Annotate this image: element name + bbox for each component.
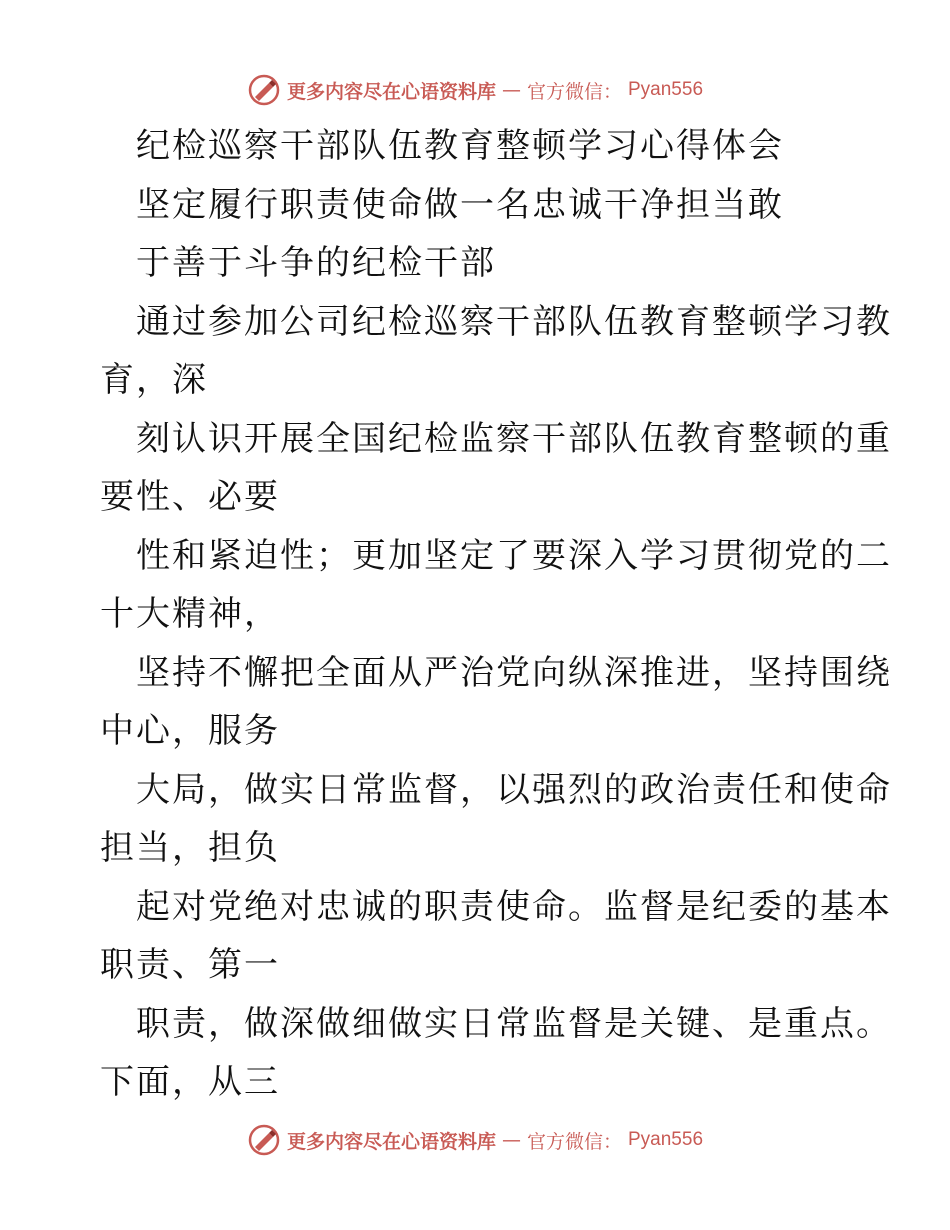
footer-banner	[0, 1120, 950, 1160]
paragraph-line: 职责、第一	[100, 945, 280, 985]
paragraph-line: 职责，做深做细做实日常监督是关键、是重点。	[136, 1004, 892, 1044]
paragraph-line: 下面，从三	[100, 1062, 280, 1102]
banner-wechat-handle: Pyan556	[628, 1129, 704, 1150]
paragraph-line: 中心，服务	[100, 711, 280, 751]
title-line: 纪检巡察干部队伍教育整顿学习心得体会	[136, 126, 784, 166]
banner-separator: —	[501, 79, 521, 101]
paragraph-line: 通过参加公司纪检巡察干部队伍教育整顿学习教	[136, 302, 892, 342]
paragraph-line: 大局，做实日常监督，以强烈的政治责任和使命	[136, 770, 892, 810]
paragraph-line: 坚持不懈把全面从严治党向纵深推进，坚持围绕	[136, 653, 892, 693]
paragraph-line: 起对党绝对忠诚的职责使命。监督是纪委的基本	[136, 887, 892, 927]
banner-wechat-label: 官方微信：	[526, 80, 622, 103]
pen-logo-icon	[247, 1123, 281, 1157]
banner-wechat-label: 官方微信：	[526, 1130, 622, 1153]
paragraph-line: 性和紧迫性；更加坚定了要深入学习贯彻党的二	[136, 536, 892, 576]
paragraph-line: 十大精神，	[100, 594, 280, 634]
paragraph-line: 刻认识开展全国纪检监察干部队伍教育整顿的重	[136, 419, 892, 459]
title-line: 坚定履行职责使命做一名忠诚干净担当敢	[136, 185, 784, 225]
paragraph-line: 要性、必要	[100, 477, 280, 517]
banner-slogan: 更多内容尽在心语资料库	[286, 1130, 496, 1153]
banner-wechat-handle: Pyan556	[628, 79, 704, 100]
paragraph-line: 担当，担负	[100, 828, 280, 868]
title-line: 于善于斗争的纪检干部	[136, 243, 496, 283]
banner-slogan: 更多内容尽在心语资料库	[286, 80, 496, 103]
paragraph-line: 育，深	[100, 360, 208, 400]
banner-separator: —	[501, 1129, 521, 1151]
